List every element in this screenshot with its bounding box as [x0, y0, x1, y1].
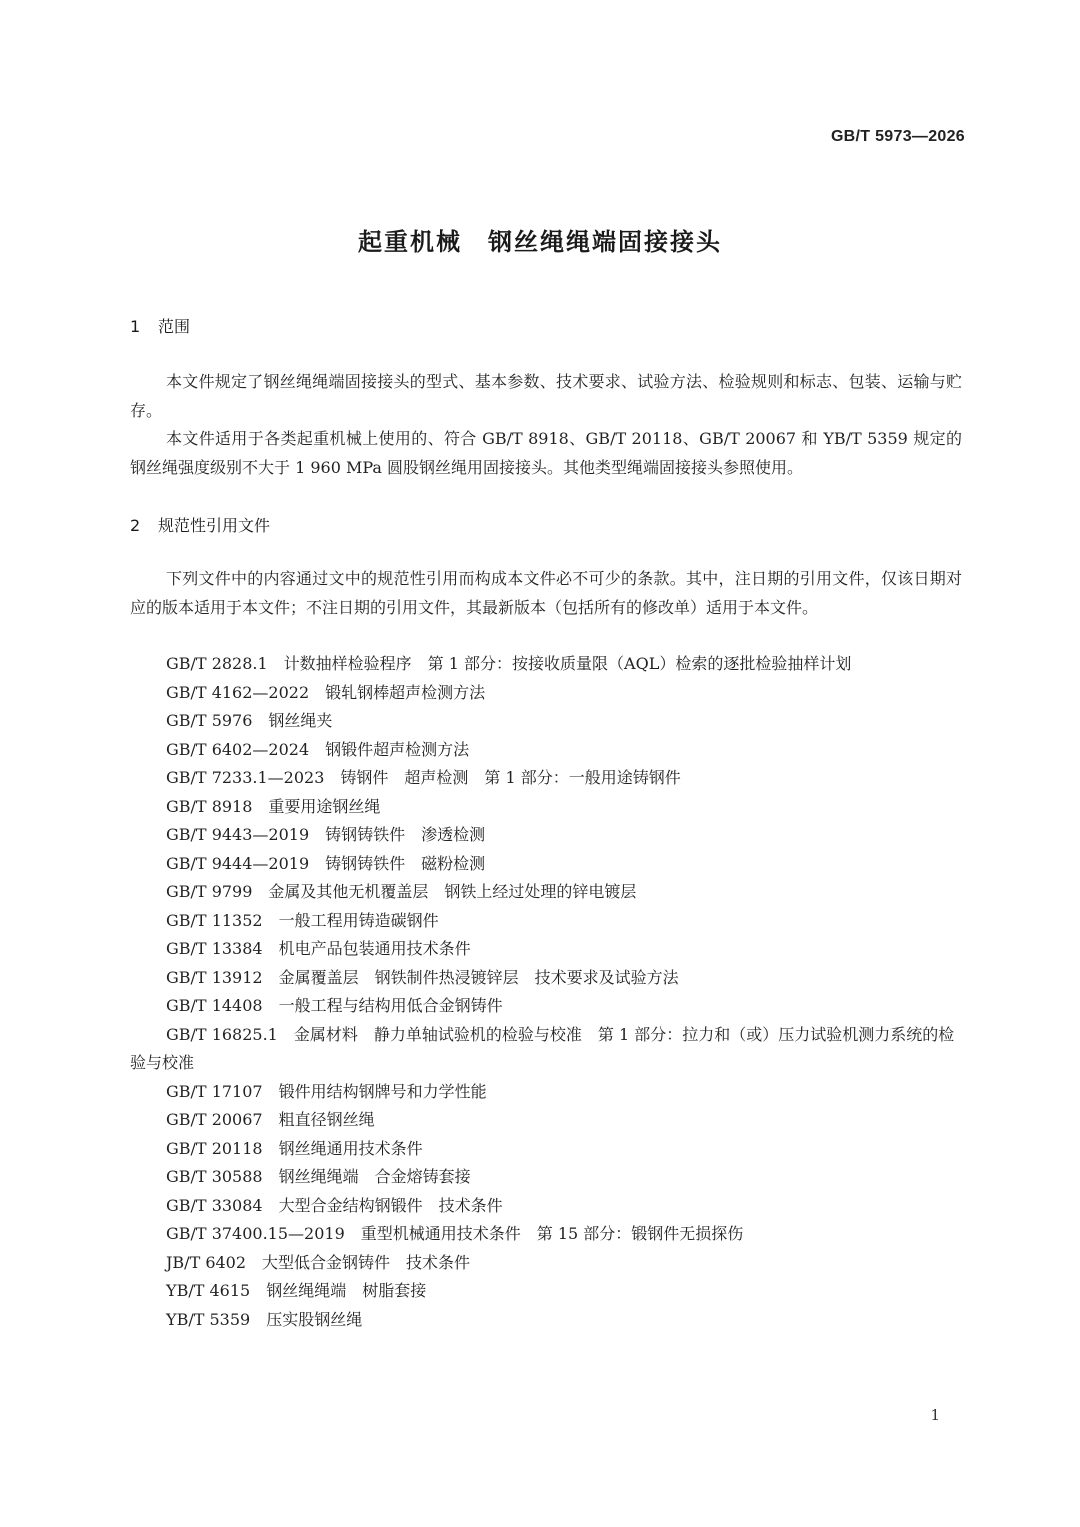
reference-code: GB/T 2828.1: [166, 654, 268, 673]
reference-title: 锻轧钢棒超声检测方法: [325, 682, 486, 702]
reference-title: 钢丝绳绳端 合金熔铸套接: [278, 1167, 471, 1186]
reference-title: 一般工程用铸造碳钢件: [278, 910, 439, 930]
reference-title: 钢丝绳绳端 树脂套接: [266, 1281, 427, 1300]
reference-item: [130, 793, 962, 822]
reference-title: 粗直径钢丝绳: [278, 1110, 375, 1129]
reference-code: GB/T 13912: [166, 967, 263, 987]
reference-code: GB/T 9799: [166, 882, 253, 901]
reference-code: JB/T 6402: [166, 1252, 247, 1272]
section-title: 规范性引用文件: [158, 516, 271, 535]
standard-code: GB/T 5973—2026: [830, 128, 965, 145]
reference-item: [130, 1078, 962, 1107]
reference-item: [130, 1021, 962, 1078]
reference-title: 大型合金结构钢锻件 技术条件: [278, 1195, 503, 1215]
reference-item: [130, 764, 962, 793]
page-number: 1: [930, 1406, 940, 1424]
reference-item: [130, 1249, 962, 1278]
reference-code: GB/T 37400.15—2019: [166, 1224, 345, 1243]
reference-title: 压实股钢丝绳: [266, 1309, 363, 1329]
reference-title: 机电产品包装通用技术条件: [278, 939, 471, 958]
reference-title: 金属覆盖层 钢铁制件热浸镀锌层 技术要求及试验方法: [278, 967, 679, 987]
reference-title: 钢锻件超声检测方法: [325, 739, 470, 759]
scope-paragraph-2: 本文件适用于各类起重机械上使用的、符合 GB/T 8918、GB/T 20118、GB/T 20067 和 YB/T 5359 规定的钢丝绳强度级别不大于 1 960 MPa 圆股钢丝绳用固接接头。其他类型绳端固接接头参照使用。: [130, 429, 962, 477]
section-1-heading: [130, 314, 190, 337]
reference-item: [130, 907, 962, 936]
reference-code: GB/T 8918: [166, 796, 253, 816]
reference-item: [130, 1306, 962, 1335]
reference-title: 大型低合金钢铸件 技术条件: [262, 1252, 471, 1272]
reference-code: GB/T 11352: [166, 910, 263, 930]
reference-item: [130, 850, 962, 879]
reference-code: GB/T 17107: [166, 1081, 263, 1101]
reference-item: [130, 935, 962, 964]
reference-code: GB/T 13384: [166, 939, 263, 958]
normative-references-list: [130, 650, 962, 1334]
reference-item: [130, 1277, 962, 1306]
reference-item: [130, 1163, 962, 1192]
reference-title: 金属及其他无机覆盖层 钢铁上经过处理的锌电镀层: [268, 882, 637, 901]
section-number: 1: [130, 317, 141, 336]
reference-item: [130, 1192, 962, 1221]
reference-title: 钢丝绳夹: [268, 711, 333, 730]
document-title: 起重机械 钢丝绳绳端固接接头: [358, 228, 722, 256]
section-2-heading: [130, 513, 270, 536]
reference-title: 钢丝绳通用技术条件: [278, 1138, 423, 1158]
reference-item: [130, 992, 962, 1021]
reference-code: GB/T 4162—2022: [166, 682, 310, 702]
reference-code: GB/T 5976: [166, 711, 253, 730]
reference-title: 重型机械通用技术条件 第 15 部分：锻钢件无损探伤: [360, 1224, 744, 1243]
reference-code: GB/T 6402—2024: [166, 739, 310, 759]
reference-item: [130, 679, 962, 708]
reference-code: GB/T 7233.1—2023: [166, 768, 325, 787]
reference-title: 重要用途钢丝绳: [268, 796, 381, 816]
reference-title: 铸钢铸铁件 渗透检测: [325, 825, 486, 844]
reference-code: GB/T 9444—2019: [166, 853, 310, 873]
reference-title: 计数抽样检验程序 第 1 部分：按接收质量限（AQL）检索的逐批检验抽样计划: [283, 654, 852, 673]
reference-item: [130, 1106, 962, 1135]
section-number: 2: [130, 516, 141, 535]
reference-code: GB/T 20118: [166, 1138, 263, 1158]
reference-item: [130, 878, 962, 907]
reference-item: [130, 1135, 962, 1164]
references-intro-paragraph: 下列文件中的内容通过文中的规范性引用而构成本文件必不可少的条款。其中，注日期的引用文件，仅该日期对应的版本适用于本文件；不注日期的引用文件，其最新版本（包括所有的修改单）适用于本文件。: [130, 569, 962, 617]
reference-code: GB/T 16825.1: [166, 1024, 278, 1044]
reference-title: 金属材料 静力单轴试验机的检验与校准 第 1 部分：拉力和（或）压力试验机测力系统的检验与校准: [130, 1024, 955, 1072]
reference-item: [130, 1220, 962, 1249]
reference-code: GB/T 20067: [166, 1110, 263, 1129]
section-title: 范围: [158, 317, 191, 336]
reference-code: GB/T 9443—2019: [166, 825, 310, 844]
reference-code: GB/T 33084: [166, 1195, 263, 1215]
reference-item: [130, 736, 962, 765]
reference-code: GB/T 14408: [166, 996, 263, 1015]
reference-code: GB/T 30588: [166, 1167, 263, 1186]
reference-title: 一般工程与结构用低合金钢铸件: [278, 996, 503, 1015]
reference-code: YB/T 4615: [166, 1281, 251, 1300]
reference-title: 铸钢件 超声检测 第 1 部分：一般用途铸钢件: [340, 768, 681, 787]
scope-paragraph-1: 本文件规定了钢丝绳绳端固接接头的型式、基本参数、技术要求、试验方法、检验规则和标志、包装、运输与贮存。: [130, 372, 962, 420]
reference-item: [130, 964, 962, 993]
reference-item: [130, 821, 962, 850]
reference-code: YB/T 5359: [166, 1309, 251, 1329]
reference-item: [130, 707, 962, 736]
reference-title: 铸钢铸铁件 磁粉检测: [325, 853, 486, 873]
reference-item: [130, 650, 962, 679]
reference-title: 锻件用结构钢牌号和力学性能: [278, 1081, 487, 1101]
